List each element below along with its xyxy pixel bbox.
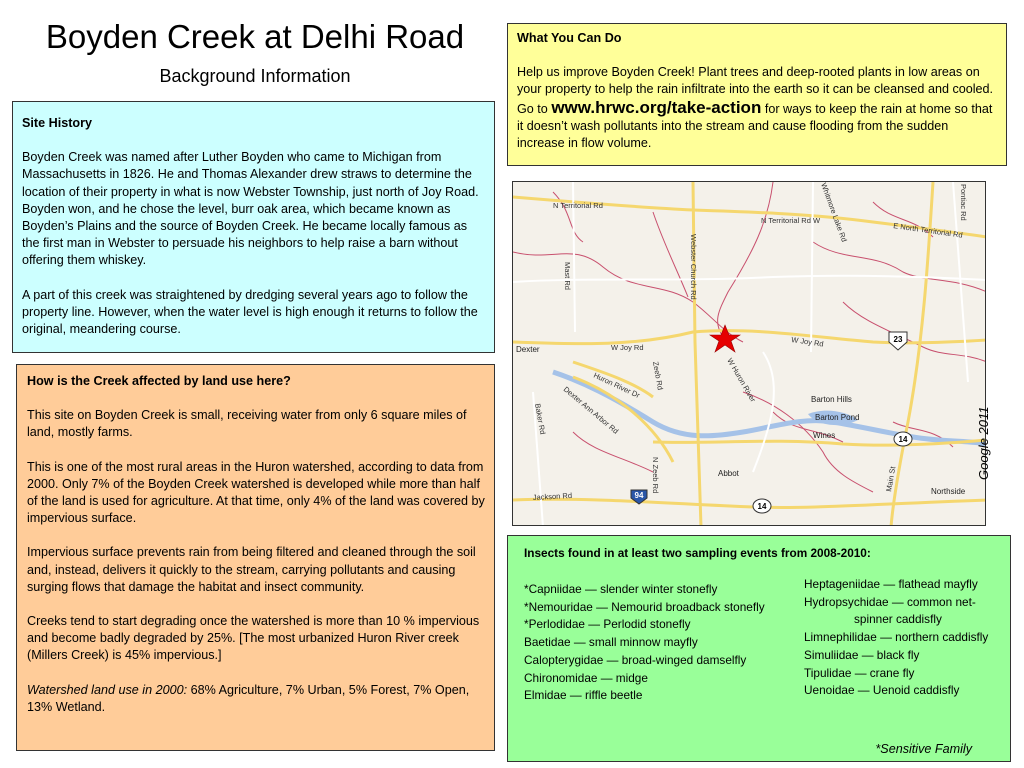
map-label-jackson: Jackson Rd [532, 490, 573, 502]
map-label-n-territorial: N Territorial Rd [553, 201, 603, 210]
m14-shield-label-a: 14 [898, 435, 908, 444]
land-use-summary-values: 68% Agriculture, 7% Urban, 5% Forest, 7% Open, 13% Wetland. [27, 682, 470, 714]
land-use-summary-label: Watershed land use in 2000: [27, 682, 188, 697]
map-label-n-zeeb: N Zeeb Rd [651, 457, 660, 494]
insect-list-right [804, 576, 1014, 700]
land-use-paragraph-3: Impervious surface prevents rain from being filtered and cleaned through the soil and, instead, delivers it quickly to the stream, carrying pollutants and causing surging flows that damage the habitat and insect community. [27, 545, 476, 594]
map-label-baker: Baker Rd [533, 402, 548, 436]
page-subtitle: Background Information [159, 66, 351, 86]
site-history-paragraph-2: A part of this creek was straightened by dredging several years ago to follow the property line. However, when the water level is high enough it returns to follow the original, meandering course. [22, 287, 478, 337]
land-use-paragraph-1: This site on Boyden Creek is small, receiving water from only 6 square miles of land, mostly farms. [27, 408, 467, 440]
site-history-paragraph-1: Boyden Creek was named after Luther Boyden who came to Michigan from Massachusetts in 1826. He and Thomas Alexander drew straws to determine the location of their property in what is now Webster Township, just north of Joy Road. Boyden won, and he chose the level, burr oak area, which became known as Boyden’s Plains and the source of Boyden Creek. He became locally famous as the first man in Webster to persuade his neighbors to help raise a barn without offering them whiskey. [22, 150, 479, 268]
map-label-pontiac: Pontiac Rd [959, 184, 968, 221]
what-you-can-do-text-end: for ways to keep the rain at home so that it doesn’t wash pollutants into the stream and cause flooding from the sudden increase in flow volume. [517, 101, 993, 151]
map-label-northside: Northside [931, 487, 966, 496]
insect-list-left [524, 581, 799, 705]
map-label-w-huron-river: W Huron River [725, 356, 758, 404]
map-label-whitmore-lake: Whitmore Lake Rd [819, 182, 849, 244]
take-action-link[interactable]: www.hrwc.org/take-action [551, 97, 762, 117]
map-label-w-joy-2: W Joy Rd [790, 335, 825, 349]
land-use-box [16, 364, 495, 751]
list-item: *Nemouridae — Nemourid broadback stonefly [524, 599, 765, 614]
map-label-abbot: Abbot [718, 469, 739, 478]
i94-shield-label: 94 [634, 491, 644, 500]
land-use-heading: How is the Creek affected by land use here? [27, 374, 291, 388]
list-item: Uenoidae — Uenoid caddisfly [804, 683, 960, 698]
site-location-star-icon [710, 325, 740, 352]
land-use-paragraph-2: This is one of the most rural areas in the Huron watershed, according to data from 2000. Only 7% of the Boyden Creek watershed is developed while more than half of the land is used for agriculture. At that time, only 4% of the land was covered by impervious surface. [27, 459, 485, 526]
list-item: Elmidae — riffle beetle [524, 688, 643, 703]
map-label-wines: Wines [813, 431, 836, 440]
site-history-box [12, 101, 495, 353]
list-item: *Perlodidae — Perlodid stonefly [524, 617, 691, 632]
map-label-barton-hills: Barton Hills [811, 395, 852, 404]
list-item: Hydropsychidae — common net-spinner caddisfly [804, 594, 976, 627]
list-item: Chironomidae — midge [524, 670, 648, 685]
site-history-heading: Site History [22, 116, 92, 130]
list-item: *Capniidae — slender winter stonefly [524, 582, 718, 596]
map-label-n-territorial-w: N Territorial Rd W [761, 216, 821, 225]
what-you-can-do-paragraph [517, 64, 997, 152]
map-label-zeeb: Zeeb Rd [651, 360, 665, 391]
what-you-can-do-heading: What You Can Do [517, 31, 622, 45]
map-canvas [513, 182, 986, 526]
map-label-main: Main St [884, 465, 898, 493]
list-item: Calopterygidae — broad-winged damselfly [524, 652, 747, 667]
map-label-mast: Mast Rd [563, 262, 572, 290]
major-roads [513, 182, 986, 526]
map-label-barton-pond: Barton Pond [815, 413, 860, 422]
land-use-paragraph-4: Creeks tend to start degrading once the watershed is more than 10 % impervious and become badly degraded by 25%. [The most urbanized Huron River creek (Millers Creek) is 45% impervious.] [27, 614, 480, 663]
list-item: Heptageniidae — flathead mayfly [804, 577, 978, 591]
map-label-e-north-territorial: E North Territorial Rd [892, 221, 964, 240]
what-you-can-do-box [507, 23, 1007, 166]
minor-roads [513, 182, 986, 526]
map-credit: Google 2011 [976, 406, 991, 480]
page-title: Boyden Creek at Delhi Road [45, 18, 465, 55]
list-item: Tipulidae — crane fly [804, 665, 915, 680]
map-label-webster-church: Webster Church Rd [689, 234, 698, 300]
map-label-huron-river: Huron River Dr [592, 370, 642, 400]
list-item: Limnephilidae — northern caddisfly [804, 630, 989, 645]
map-label-dexter: Dexter [516, 345, 540, 354]
map-label-w-joy: W Joy Rd [611, 343, 644, 352]
sensitive-family-note: *Sensitive Family [875, 742, 972, 757]
insects-heading: Insects found in at least two sampling events from 2008-2010: [524, 546, 871, 560]
insects-box [507, 535, 1011, 762]
land-use-paragraph-5 [27, 682, 485, 716]
map-label-dexter-ann-arbor: Dexter Ann Arbor Rd [561, 384, 621, 436]
list-item: Baetidae — small minnow mayfly [524, 635, 698, 650]
what-you-can-do-text-start: Help us improve Boyden Creek! Plant trees and deep-rooted plants in low areas on your property to help the rain infiltrate into the earth so it can be cleansed and cooled. Go to [517, 65, 994, 116]
list-item: Simuliidae — black fly [804, 647, 920, 662]
us23-shield-label: 23 [893, 335, 903, 344]
m14-shield-label-b: 14 [757, 502, 767, 511]
location-map [512, 181, 986, 526]
